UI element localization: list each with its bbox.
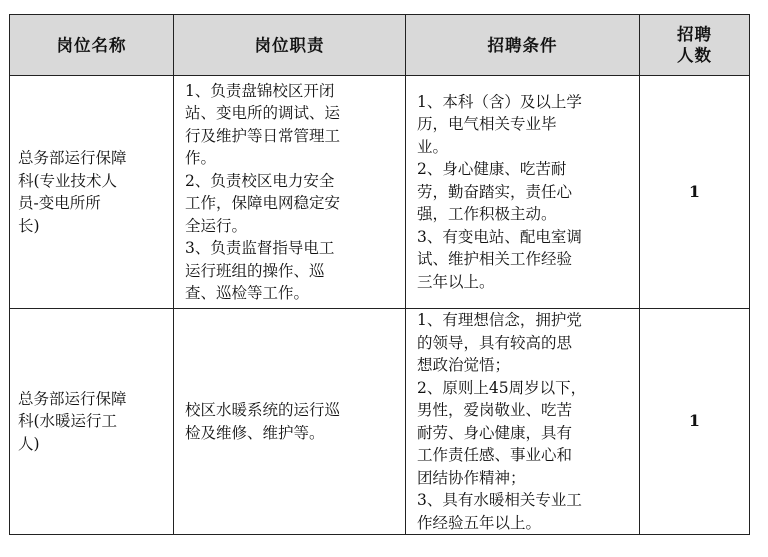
table-row [10,76,750,309]
header-headcount [640,15,750,76]
table-row [10,309,750,535]
headcount-cell: 1 [640,309,750,535]
header-row [10,15,750,76]
position-name-cell: 总务部运行保障 科(水暖运行工 人) [10,309,174,535]
conditions-cell: 1、本科（含）及以上学 历，电气相关专业毕 业。 2、身心健康、吃苦耐 劳，勤奋踏实，责任心 强，工作积极主动。 3、有变电站、配电室调 试、维护相关工作经验 三年以上。 [406,76,640,309]
header-headcount-line2: 人数 [677,46,712,65]
duties-cell: 1、负责盘锦校区开闭 站、变电所的调试、运 行及维护等日常管理工 作。 2、负责校区电力安全 工作，保障电网稳定安 全运行。 3、负责监督指导电工 运行班组的操作、巡 查、巡检等工作。 [174,76,406,309]
position-name-cell: 总务部运行保障 科(专业技术人 员-变电所所 长) [10,76,174,309]
headcount-cell: 1 [640,76,750,309]
header-position-name: 岗位名称 [10,15,174,76]
header-headcount-line1: 招聘 [677,25,712,44]
duties-cell: 校区水暖系统的运行巡 检及维修、维护等。 [174,309,406,535]
header-conditions: 招聘条件 [406,15,640,76]
recruitment-table [9,14,750,535]
conditions-cell: 1、有理想信念，拥护党 的领导，具有较高的思 想政治觉悟； 2、原则上45周岁以下， 男性，爱岗敬业、吃苦 耐劳、身心健康，具有 工作责任感、事业心和 团结协作精神； 3、具有水暖相关专业工 作经验五年以上。 [406,309,640,535]
header-duties: 岗位职责 [174,15,406,76]
